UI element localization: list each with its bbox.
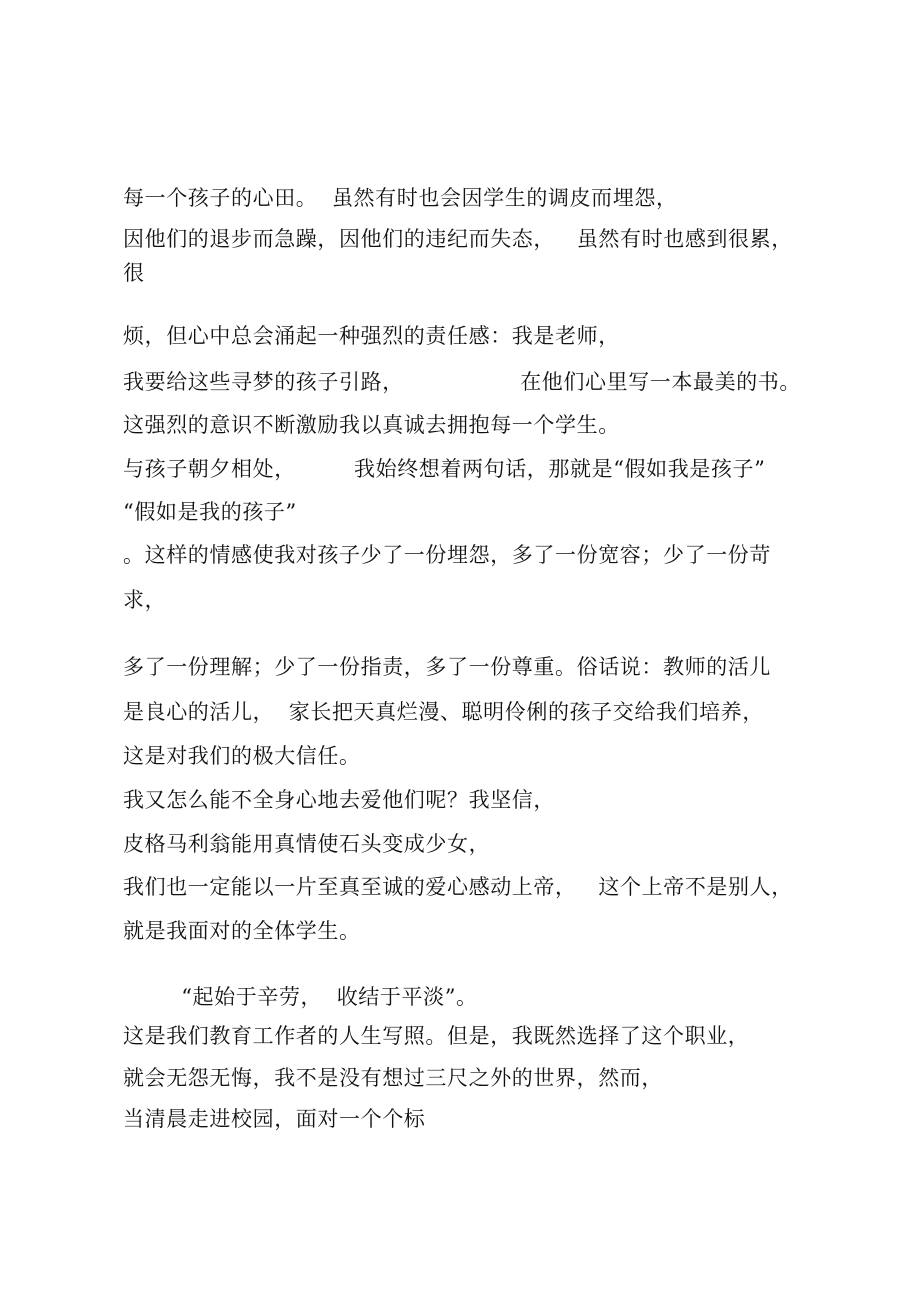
text-line: 我要给这些寻梦的孩子引路， 在他们心里写一本最美的书。 bbox=[123, 370, 802, 394]
text-line: 当清晨走进校园，面对一个个标 bbox=[123, 1107, 426, 1131]
text-line: 就会无怨无悔，我不是没有想过三尺之外的世界，然而， bbox=[123, 1066, 663, 1090]
text-line: 是良心的活儿， 家长把天真烂漫、聪明伶俐的孩子交给我们培养， bbox=[123, 700, 764, 724]
text-line: 烦，但心中总会涌起一种强烈的责任感：我是老师， bbox=[123, 324, 620, 348]
text-line: 皮格马利翁能用真情使石头变成少女， bbox=[123, 832, 491, 856]
text-line: 这是对我们的极大信任。 bbox=[123, 744, 361, 768]
text-line: 这强烈的意识不断激励我以真诚去拥抱每一个学生。 bbox=[123, 413, 620, 437]
text-line: 与孩子朝夕相处， 我始终想着两句话，那就是“假如我是孩子” bbox=[123, 457, 766, 481]
text-line: 就是我面对的全体学生。 bbox=[123, 919, 361, 943]
text-line: 我们也一定能以一片至真至诚的爱心感动上帝， 这个上帝不是别人， bbox=[123, 875, 793, 899]
text-line: “假如是我的孩子” bbox=[123, 500, 297, 524]
text-line: “起始于辛劳， 收结于平淡”。 bbox=[123, 985, 478, 1009]
text-line: 因他们的退步而急躁，因他们的违纪而失态， 虽然有时也感到很累， bbox=[123, 227, 793, 251]
text-line: 这是我们教育工作者的人生写照。但是，我既然选择了这个职业， bbox=[123, 1024, 750, 1048]
text-line: 每一个孩子的心田。 虽然有时也会因学生的调皮而埋怨， bbox=[123, 186, 678, 210]
text-line: 。这样的情感使我对孩子少了一份埋怨，多了一份宽容；少了一份苛 bbox=[123, 543, 771, 567]
text-line: 我又怎么能不全身心地去爱他们呢？我坚信， bbox=[123, 788, 555, 812]
text-line: 求， bbox=[123, 588, 167, 612]
text-line: 多了一份理解；少了一份指责，多了一份尊重。俗话说：教师的活儿 bbox=[123, 655, 771, 679]
text-line: 很 bbox=[123, 261, 145, 285]
